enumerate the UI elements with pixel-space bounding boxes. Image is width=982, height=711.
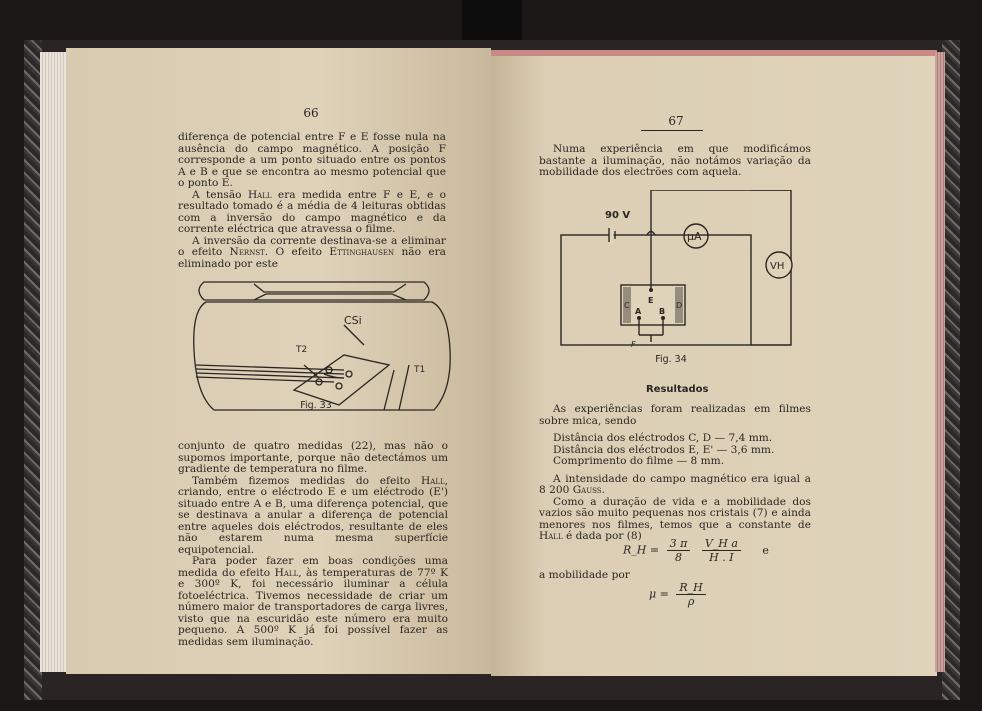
paragraph: conjunto de quatro medidas (22), mas não o supomos importante, porque não detectámos um gradiente de temperatura no filme.: [178, 440, 448, 475]
page-number: 67: [668, 114, 684, 128]
page-top-edge: [491, 50, 937, 56]
paragraph: Numa experiência em que modificámos bastante a iluminação, não notámos variação da mobilidade dos electrões com aquela.: [539, 143, 811, 178]
list-item: Distância dos eléctrodos E, E' — 3,6 mm.: [553, 443, 775, 456]
paragraph: Para poder fazer em boas condições uma medida do efeito Hall, às temperaturas de 77º K e 300º K, foi necessário iluminar a célula fotoeléctrica. Tivemos necessidade de criar um número maior de transportadores de carga livres, visto que na escuridão este número era muito pequeno. A 500º K já foi possível fazer as medidas sem iluminação.: [178, 555, 448, 648]
section-heading: Resultados: [646, 384, 709, 395]
voltmeter-label: VH: [770, 261, 785, 272]
paragraph: a mobilidade por: [539, 569, 630, 581]
text-block-intro: [539, 144, 811, 179]
electrode-c-label: C: [624, 301, 630, 310]
page-edges-right: [935, 52, 945, 672]
right-page: [491, 50, 937, 676]
left-page: [66, 48, 491, 674]
paragraph: A inversão da corrente destinava-se a eliminar o efeito Nernst. O efeito Ettinghausen não era eliminado por este: [178, 234, 446, 270]
point-f-label: F: [631, 340, 636, 349]
t1-label: T1: [414, 365, 426, 375]
text-block-bottom: [178, 441, 448, 648]
electrode-d-label: D: [676, 301, 683, 310]
text-block-top: [178, 132, 446, 270]
battery-label: 90 V: [605, 210, 631, 221]
paragraph: diferença de potencial entre F e E fosse nula na ausência do campo magnético. A posição F corresponde a um ponto situado entre os pontos A e B e que se encontra ao mesmo potencial que o ponto E.: [178, 131, 446, 189]
paragraph: Também fizemos medidas do efeito Hall, criando, entre o eléctrodo E e um eléctrodo (E') situado entre A e B, uma diferença potencial, que se destinava a anular a diferença de potencial entre aqueles dois eléctrodos, resultante de eles não estarem numa mesma superfície equipotencial.: [178, 474, 448, 556]
t2-label: T2: [296, 345, 308, 355]
ammeter-label: μA: [687, 230, 702, 243]
paragraph: Como a duração de vida e a mobilidade dos vazios são muito pequenas nos cristais (7) e ainda menores nos filmes, temos que a constante de Hall é dada por (8): [539, 495, 811, 542]
tube-outer: [194, 302, 450, 410]
paragraph: As experiências foram realizadas em filmes sobre mica, sendo: [539, 403, 811, 427]
electrode-a-label: A: [635, 307, 642, 316]
csi-label: CSi: [344, 314, 362, 327]
electrode-b-label: B: [659, 307, 666, 316]
formula-hall-constant: R_H = $\frac{3 \pi}{8}$ $\frac{\text{V\_H a}}{H . I}$ e: [623, 537, 769, 564]
list-item: Comprimento do filme — 8 mm.: [553, 455, 725, 467]
figure-caption: Fig. 33: [300, 400, 332, 411]
figure-33-drawing: [184, 270, 454, 440]
sample-plate: [294, 355, 389, 405]
figure-caption: Fig. 34: [655, 354, 687, 365]
text-block-results: [539, 404, 811, 543]
book-spine: [462, 0, 522, 40]
list-item: Distância dos eléctrodos C, D — 7,4 mm.: [553, 432, 773, 444]
page-number-rule: [641, 130, 703, 131]
paragraph: A tensão Hall era medida entre F e E, e o resultado tomado é a média de 4 leituras obtidas com a inversão do campo magnético e da corrente eléctrica que atravessa o filme.: [178, 188, 446, 235]
page-number: 66: [303, 106, 319, 120]
figure-34-circuit: [551, 190, 801, 360]
tube-neck-low: [254, 294, 406, 300]
paragraph: A intensidade do campo magnético era igual a 8 200 Gauss.: [539, 472, 811, 496]
electrode-e-label: E: [648, 296, 654, 305]
formula-mobility: μ = $\frac{R\_H}{\rho}$: [649, 581, 710, 608]
tube-neck: [254, 284, 406, 292]
